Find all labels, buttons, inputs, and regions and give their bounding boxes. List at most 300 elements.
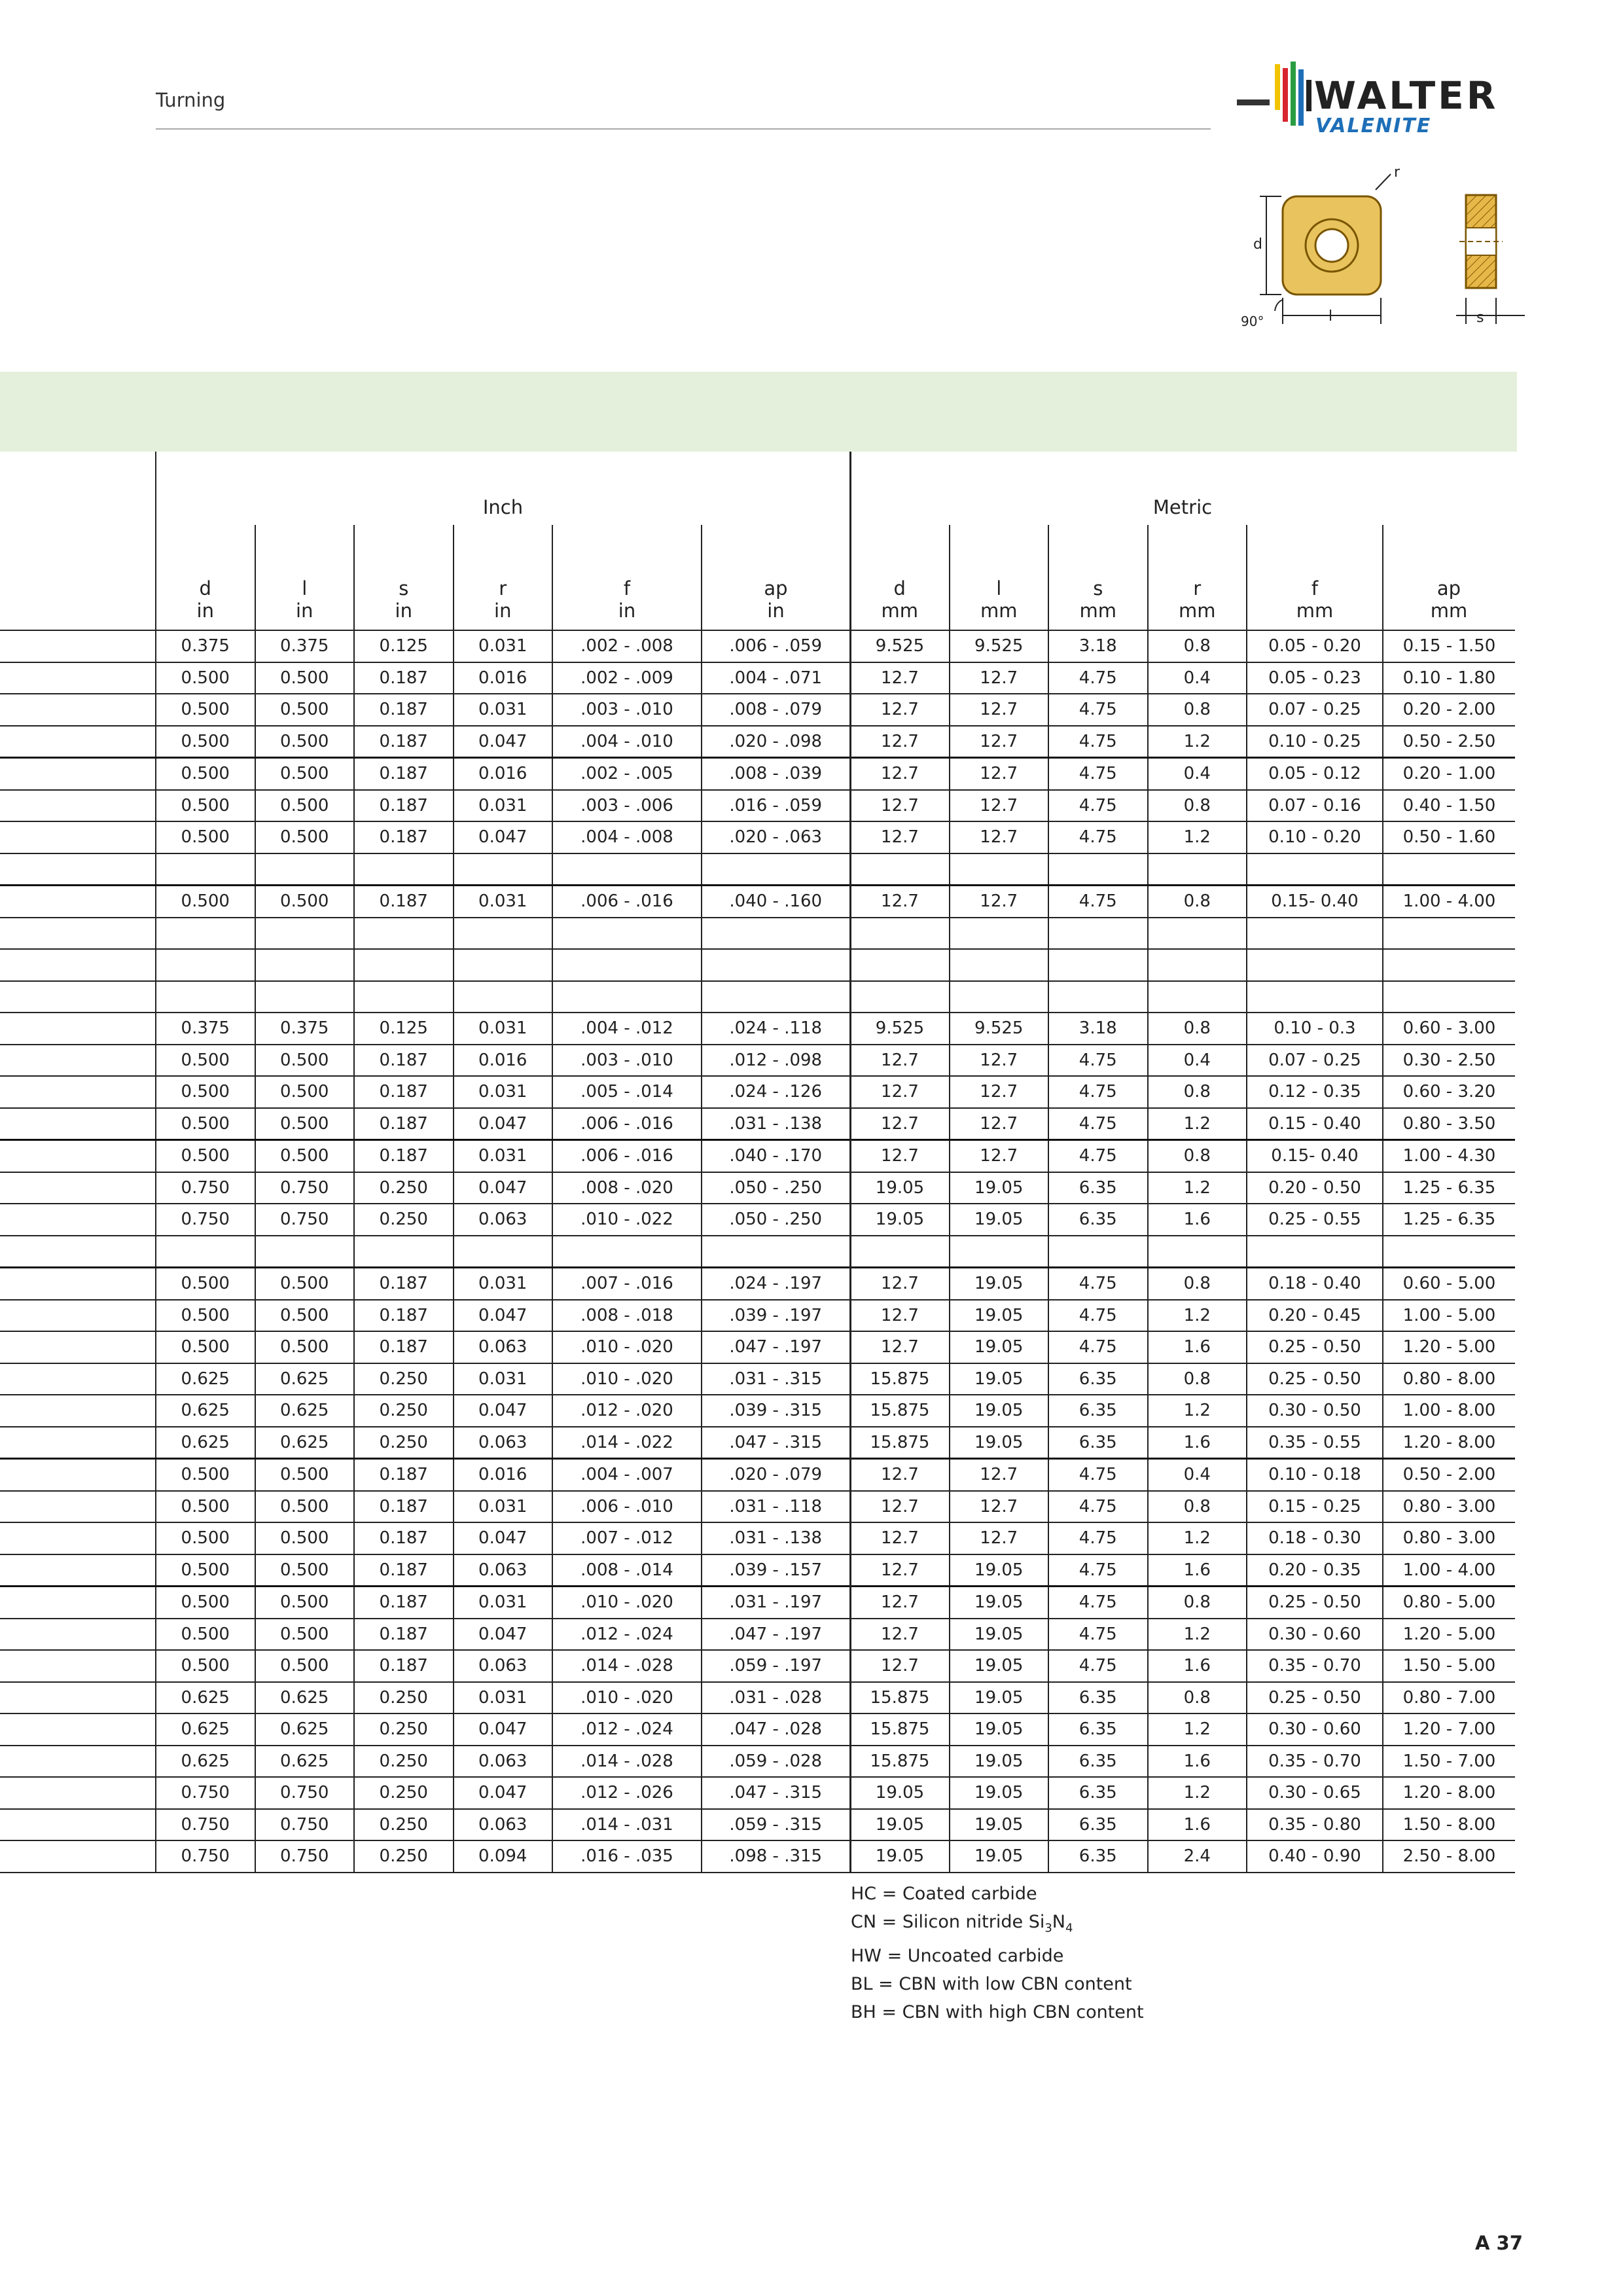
legend-item: HC = Coated carbide <box>851 1884 1037 1904</box>
table-cell: 0.047 <box>454 1619 553 1651</box>
table-cell: 1.2 <box>1148 821 1247 853</box>
logo-bar-blue <box>1298 69 1304 126</box>
table-cell: 19.05 <box>850 1840 950 1873</box>
table-row <box>0 1427 1515 1459</box>
legend-code: HC <box>851 1884 877 1904</box>
table-cell: 0.750 <box>156 1809 255 1841</box>
column-symbol: s <box>1093 577 1103 600</box>
table-cell <box>156 981 255 1013</box>
table-cell <box>454 1236 553 1268</box>
table-cell: 0.250 <box>354 1713 454 1746</box>
table-cell: 1.2 <box>1148 1108 1247 1140</box>
table-cell: 0.250 <box>354 1395 454 1427</box>
table-cell: 12.7 <box>850 1491 950 1523</box>
table-cell <box>850 981 950 1013</box>
table-row <box>0 1682 1515 1714</box>
table-cell: 0.20 - 0.45 <box>1247 1300 1383 1332</box>
table-cell: .004 - .071 <box>702 662 850 694</box>
table-cell: 1.20 - 8.00 <box>1383 1427 1515 1459</box>
table-cell <box>255 1236 355 1268</box>
table-cell: 6.35 <box>1048 1427 1148 1459</box>
row-designation-cell <box>0 726 156 758</box>
table-cell <box>156 1236 255 1268</box>
legend-text: CBN with low CBN content <box>899 1974 1132 1995</box>
logo-bar-yellow <box>1275 64 1280 110</box>
table-cell: 0.500 <box>156 1554 255 1587</box>
table-cell: 0.047 <box>454 1713 553 1746</box>
table-cell: 19.05 <box>950 1427 1049 1459</box>
table-cell: 0.500 <box>255 1076 355 1108</box>
table-cell: 0.187 <box>354 1140 454 1172</box>
table-row <box>0 1140 1515 1172</box>
table-cell: .008 - .079 <box>702 694 850 726</box>
table-cell: 0.40 - 1.50 <box>1383 790 1515 822</box>
table-cell: 4.75 <box>1048 662 1148 694</box>
table-cell: 0.187 <box>354 694 454 726</box>
table-cell: .010 - .022 <box>552 1204 702 1236</box>
table-cell: 3.18 <box>1048 1013 1148 1045</box>
table-cell: .010 - .020 <box>552 1363 702 1395</box>
table-cell: 0.500 <box>255 1650 355 1682</box>
table-cell: .014 - .028 <box>552 1650 702 1682</box>
table-cell: 0.375 <box>255 630 355 662</box>
row-designation-cell <box>0 1619 156 1651</box>
legend-item: BH = CBN with high CBN content <box>851 2002 1144 2023</box>
table-cell <box>255 981 355 1013</box>
table-cell: 0.187 <box>354 1650 454 1682</box>
label-s: s <box>1476 310 1484 326</box>
table-cell: 12.7 <box>950 758 1049 790</box>
table-cell: .024 - .118 <box>702 1013 850 1045</box>
table-cell <box>850 949 950 981</box>
table-cell: .016 - .035 <box>552 1840 702 1873</box>
table-cell <box>255 853 355 886</box>
table-cell <box>552 918 702 950</box>
table-cell: 0.625 <box>156 1713 255 1746</box>
table-cell: 0.15- 0.40 <box>1247 1140 1383 1172</box>
table-cell: 0.187 <box>354 1108 454 1140</box>
table-cell: 0.187 <box>354 726 454 758</box>
table-cell: 0.25 - 0.50 <box>1247 1363 1383 1395</box>
table-cell: 0.80 - 8.00 <box>1383 1363 1515 1395</box>
table-cell: .047 - .315 <box>702 1777 850 1809</box>
row-designation-cell <box>0 1076 156 1108</box>
table-cell: 0.05 - 0.23 <box>1247 662 1383 694</box>
table-cell: 0.625 <box>255 1746 355 1778</box>
table-cell: 0.750 <box>255 1840 355 1873</box>
table-cell: 0.500 <box>156 726 255 758</box>
legend-subscript: 4 <box>1065 1921 1073 1935</box>
table-cell: 0.750 <box>255 1777 355 1809</box>
table-cell: 12.7 <box>950 1491 1049 1523</box>
table-cell: 15.875 <box>850 1713 950 1746</box>
table-row <box>0 1777 1515 1809</box>
table-cell: 0.031 <box>454 694 553 726</box>
table-cell: 0.375 <box>255 1013 355 1045</box>
table-cell <box>454 853 553 886</box>
table-cell: 0.500 <box>255 886 355 918</box>
column-unit: in <box>196 600 214 622</box>
row-designation-cell <box>0 1045 156 1077</box>
table-cell: 0.35 - 0.55 <box>1247 1427 1383 1459</box>
table-cell: 0.250 <box>354 1172 454 1204</box>
table-cell: .031 - .028 <box>702 1682 850 1714</box>
table-cell: 0.047 <box>454 726 553 758</box>
row-designation-cell <box>0 758 156 790</box>
logo-dash <box>1237 99 1270 105</box>
material-legend <box>851 1880 1144 2026</box>
table-cell: 15.875 <box>850 1363 950 1395</box>
legend-item: CN = Silicon nitride $Si_3N_4$ <box>851 1912 1073 1935</box>
table-cell: 0.8 <box>1148 1363 1247 1395</box>
table-row <box>0 821 1515 853</box>
table-cell: 0.375 <box>156 630 255 662</box>
table-cell: .031 - .315 <box>702 1363 850 1395</box>
table-cell: .039 - .197 <box>702 1300 850 1332</box>
table-cell: 4.75 <box>1048 1491 1148 1523</box>
table-cell: 0.750 <box>156 1840 255 1873</box>
table-cell: 19.05 <box>950 1363 1049 1395</box>
table-cell: 0.063 <box>454 1746 553 1778</box>
table-cell: .004 - .008 <box>552 821 702 853</box>
table-cell: 4.75 <box>1048 1268 1148 1300</box>
table-cell <box>1383 1236 1515 1268</box>
table-cell: 2.50 - 8.00 <box>1383 1840 1515 1873</box>
table-cell <box>552 853 702 886</box>
table-cell: .047 - .197 <box>702 1619 850 1651</box>
table-cell <box>1048 918 1148 950</box>
table-cell: .016 - .059 <box>702 790 850 822</box>
table-cell: 15.875 <box>850 1682 950 1714</box>
table-cell: 0.063 <box>454 1204 553 1236</box>
legend-code: BH <box>851 2002 876 2023</box>
table-cell: 0.40 - 0.90 <box>1247 1840 1383 1873</box>
table-cell <box>156 918 255 950</box>
table-cell: 0.10 - 0.3 <box>1247 1013 1383 1045</box>
table-cell: 19.05 <box>950 1840 1049 1873</box>
table-cell: 4.75 <box>1048 1300 1148 1332</box>
table-cell: 0.80 - 3.50 <box>1383 1108 1515 1140</box>
section-title: Turning <box>156 89 226 111</box>
row-designation-cell <box>0 1682 156 1714</box>
table-cell: .010 - .020 <box>552 1587 702 1619</box>
table-cell: 12.7 <box>950 1045 1049 1077</box>
row-designation-cell <box>0 1300 156 1332</box>
table-cell: 0.8 <box>1148 694 1247 726</box>
group-label-metric: Metric <box>1152 496 1213 518</box>
table-cell: 0.20 - 1.00 <box>1383 758 1515 790</box>
table-cell: 0.031 <box>454 1491 553 1523</box>
table-cell: 1.50 - 7.00 <box>1383 1746 1515 1778</box>
row-designation-cell <box>0 1809 156 1841</box>
table-cell: 4.75 <box>1048 790 1148 822</box>
column-symbol: d <box>893 577 906 600</box>
table-cell: 0.500 <box>156 694 255 726</box>
table-cell: 12.7 <box>850 758 950 790</box>
table-row <box>0 630 1515 662</box>
table-cell: 12.7 <box>850 662 950 694</box>
row-designation-cell <box>0 1331 156 1363</box>
table-cell: 0.187 <box>354 886 454 918</box>
table-cell: .004 - .007 <box>552 1459 702 1491</box>
table-cell: 12.7 <box>850 1331 950 1363</box>
table-cell: 0.250 <box>354 1682 454 1714</box>
table-cell: 0.031 <box>454 1363 553 1395</box>
table-row <box>0 694 1515 726</box>
legend-text: Uncoated carbide <box>907 1946 1064 1967</box>
table-cell: 0.500 <box>156 790 255 822</box>
table-cell: 12.7 <box>950 694 1049 726</box>
table-cell: 0.500 <box>255 1045 355 1077</box>
row-designation-cell <box>0 1236 156 1268</box>
table-row <box>0 662 1515 694</box>
table-cell: 1.6 <box>1148 1746 1247 1778</box>
table-cell: 0.187 <box>354 1491 454 1523</box>
table-cell: 0.18 - 0.30 <box>1247 1522 1383 1554</box>
table-row <box>0 726 1515 758</box>
column-heading <box>552 577 702 622</box>
table-cell: 19.05 <box>850 1777 950 1809</box>
table-cell: 1.25 - 6.35 <box>1383 1172 1515 1204</box>
table-cell: .020 - .063 <box>702 821 850 853</box>
table-row <box>0 1236 1515 1268</box>
table-cell <box>454 981 553 1013</box>
table-cell: .031 - .118 <box>702 1491 850 1523</box>
row-designation-cell <box>0 1650 156 1682</box>
row-designation-cell <box>0 1108 156 1140</box>
row-designation-cell <box>0 1459 156 1491</box>
logo-bar-green <box>1291 62 1296 126</box>
table-cell: 4.75 <box>1048 1331 1148 1363</box>
table-row <box>0 1459 1515 1491</box>
table-cell: 0.047 <box>454 821 553 853</box>
table-cell: 0.625 <box>255 1363 355 1395</box>
table-cell: 0.031 <box>454 1076 553 1108</box>
table-cell: 0.187 <box>354 1331 454 1363</box>
table-cell: 6.35 <box>1048 1363 1148 1395</box>
table-cell: 12.7 <box>850 1108 950 1140</box>
table-cell: 0.016 <box>454 758 553 790</box>
table-row <box>0 1204 1515 1236</box>
table-cell: 0.50 - 2.00 <box>1383 1459 1515 1491</box>
table-cell: 0.063 <box>454 1650 553 1682</box>
table-cell: 0.25 - 0.55 <box>1247 1204 1383 1236</box>
table-cell: 0.60 - 3.20 <box>1383 1076 1515 1108</box>
table-cell: 19.05 <box>950 1300 1049 1332</box>
table-cell: 0.125 <box>354 1013 454 1045</box>
table-cell: 9.525 <box>850 630 950 662</box>
header-rule <box>156 128 1211 130</box>
logo-bar-dark <box>1306 80 1311 111</box>
table-cell: 0.500 <box>156 1522 255 1554</box>
table-cell: 0.80 - 3.00 <box>1383 1522 1515 1554</box>
logo-bar-red <box>1283 68 1288 122</box>
table-cell <box>950 853 1049 886</box>
table-row <box>0 981 1515 1013</box>
table-cell: 12.7 <box>950 1140 1049 1172</box>
column-symbol: l <box>302 577 308 600</box>
row-designation-cell <box>0 1013 156 1045</box>
table-row <box>0 1331 1515 1363</box>
table-cell: .039 - .315 <box>702 1395 850 1427</box>
table-cell: 6.35 <box>1048 1713 1148 1746</box>
table-cell: 1.2 <box>1148 1172 1247 1204</box>
table-cell: 15.875 <box>850 1427 950 1459</box>
table-cell: .006 - .059 <box>702 630 850 662</box>
table-cell <box>454 918 553 950</box>
table-cell: 12.7 <box>850 1140 950 1172</box>
table-row <box>0 1650 1515 1682</box>
table-cell <box>156 853 255 886</box>
table-cell <box>1247 1236 1383 1268</box>
table-row <box>0 853 1515 886</box>
table-cell: 0.187 <box>354 758 454 790</box>
table-cell: 0.500 <box>156 1140 255 1172</box>
table-cell: 1.20 - 8.00 <box>1383 1777 1515 1809</box>
table-cell: 0.250 <box>354 1840 454 1873</box>
table-cell <box>552 981 702 1013</box>
table-cell: 0.80 - 7.00 <box>1383 1682 1515 1714</box>
title-band <box>0 372 1517 452</box>
table-cell: 0.8 <box>1148 630 1247 662</box>
table-cell: .003 - .006 <box>552 790 702 822</box>
table-cell: 0.25 - 0.50 <box>1247 1331 1383 1363</box>
column-heading <box>156 577 255 622</box>
table-cell: 0.500 <box>156 821 255 853</box>
table-cell: 19.05 <box>950 1587 1049 1619</box>
table-cell: .002 - .008 <box>552 630 702 662</box>
legend-subscript: 3 <box>1044 1921 1052 1935</box>
column-unit: in <box>494 600 512 622</box>
column-unit: mm <box>881 600 918 622</box>
table-cell: 1.2 <box>1148 1395 1247 1427</box>
table-cell: 0.500 <box>156 1619 255 1651</box>
table-cell: 0.30 - 0.65 <box>1247 1777 1383 1809</box>
table-row <box>0 790 1515 822</box>
table-cell: 0.500 <box>156 1331 255 1363</box>
table-cell: 0.031 <box>454 790 553 822</box>
table-cell: .008 - .018 <box>552 1300 702 1332</box>
table-cell: 0.15- 0.40 <box>1247 886 1383 918</box>
table-cell: 0.031 <box>454 1682 553 1714</box>
table-cell: 0.20 - 2.00 <box>1383 694 1515 726</box>
row-designation-cell <box>0 886 156 918</box>
table-cell: 0.50 - 1.60 <box>1383 821 1515 853</box>
table-row <box>0 1554 1515 1587</box>
row-designation-cell <box>0 1840 156 1873</box>
table-cell: 12.7 <box>850 726 950 758</box>
table-cell: .012 - .098 <box>702 1045 850 1077</box>
table-cell <box>255 949 355 981</box>
table-cell: 12.7 <box>850 1076 950 1108</box>
label-r: r <box>1394 164 1400 181</box>
table-cell: 0.05 - 0.20 <box>1247 630 1383 662</box>
table-cell: 0.60 - 5.00 <box>1383 1268 1515 1300</box>
row-designation-cell <box>0 949 156 981</box>
table-cell: 4.75 <box>1048 758 1148 790</box>
page-number: A 37 <box>1475 2232 1523 2254</box>
table-cell: 4.75 <box>1048 1554 1148 1587</box>
table-cell: 0.063 <box>454 1331 553 1363</box>
table-cell <box>1148 949 1247 981</box>
table-cell: 0.10 - 0.18 <box>1247 1459 1383 1491</box>
table-cell: 0.30 - 0.60 <box>1247 1619 1383 1651</box>
table-cell <box>354 1236 454 1268</box>
column-heading <box>1048 577 1148 622</box>
table-cell: .010 - .020 <box>552 1682 702 1714</box>
table-cell: 19.05 <box>950 1268 1049 1300</box>
table-cell: 6.35 <box>1048 1809 1148 1841</box>
table-cell <box>950 918 1049 950</box>
table-cell: 1.6 <box>1148 1554 1247 1587</box>
table-cell: 1.6 <box>1148 1331 1247 1363</box>
table-cell: 0.016 <box>454 1045 553 1077</box>
table-row <box>0 1587 1515 1619</box>
table-row <box>0 1809 1515 1841</box>
table-cell <box>1048 1236 1148 1268</box>
table-cell: .014 - .028 <box>552 1746 702 1778</box>
column-symbol: r <box>499 577 507 600</box>
table-cell: 12.7 <box>950 821 1049 853</box>
table-cell: 0.8 <box>1148 1491 1247 1523</box>
table-cell <box>1383 853 1515 886</box>
table-cell: 0.031 <box>454 1268 553 1300</box>
table-cell: 0.187 <box>354 1076 454 1108</box>
table-cell: 1.20 - 5.00 <box>1383 1619 1515 1651</box>
row-designation-cell <box>0 1746 156 1778</box>
column-heading <box>454 577 553 622</box>
table-cell: .040 - .170 <box>702 1140 850 1172</box>
table-cell: 12.7 <box>950 1076 1049 1108</box>
table-cell: 1.00 - 8.00 <box>1383 1395 1515 1427</box>
table-cell: 0.8 <box>1148 1013 1247 1045</box>
table-cell <box>454 949 553 981</box>
table-cell: .003 - .010 <box>552 694 702 726</box>
table-cell: .006 - .016 <box>552 1140 702 1172</box>
table-cell: 2.4 <box>1148 1840 1247 1873</box>
table-cell: 6.35 <box>1048 1204 1148 1236</box>
table-cell: .047 - .197 <box>702 1331 850 1363</box>
table-cell: 0.750 <box>156 1172 255 1204</box>
table-cell: 0.625 <box>156 1363 255 1395</box>
column-unit: in <box>395 600 412 622</box>
table-cell: 0.35 - 0.80 <box>1247 1809 1383 1841</box>
table-cell <box>702 981 850 1013</box>
table-cell: 1.50 - 5.00 <box>1383 1650 1515 1682</box>
table-cell: 0.500 <box>156 1076 255 1108</box>
row-designation-cell <box>0 1363 156 1395</box>
table-cell: .040 - .160 <box>702 886 850 918</box>
table-cell <box>702 1236 850 1268</box>
table-cell: 0.20 - 0.35 <box>1247 1554 1383 1587</box>
table-cell: 0.4 <box>1148 758 1247 790</box>
table-cell: 0.750 <box>156 1204 255 1236</box>
table-cell: 0.80 - 5.00 <box>1383 1587 1515 1619</box>
column-symbol: s <box>399 577 409 600</box>
table-cell <box>354 981 454 1013</box>
table-cell: 12.7 <box>950 662 1049 694</box>
table-cell: .014 - .031 <box>552 1809 702 1841</box>
table-cell <box>354 918 454 950</box>
table-cell: 19.05 <box>950 1172 1049 1204</box>
table-cell: 0.15 - 1.50 <box>1383 630 1515 662</box>
table-cell <box>1383 949 1515 981</box>
table-cell: 9.525 <box>950 1013 1049 1045</box>
table-cell: .006 - .016 <box>552 886 702 918</box>
table-cell: 12.7 <box>850 1459 950 1491</box>
square-insert-diagram <box>1230 164 1538 334</box>
table-row <box>0 1363 1515 1395</box>
